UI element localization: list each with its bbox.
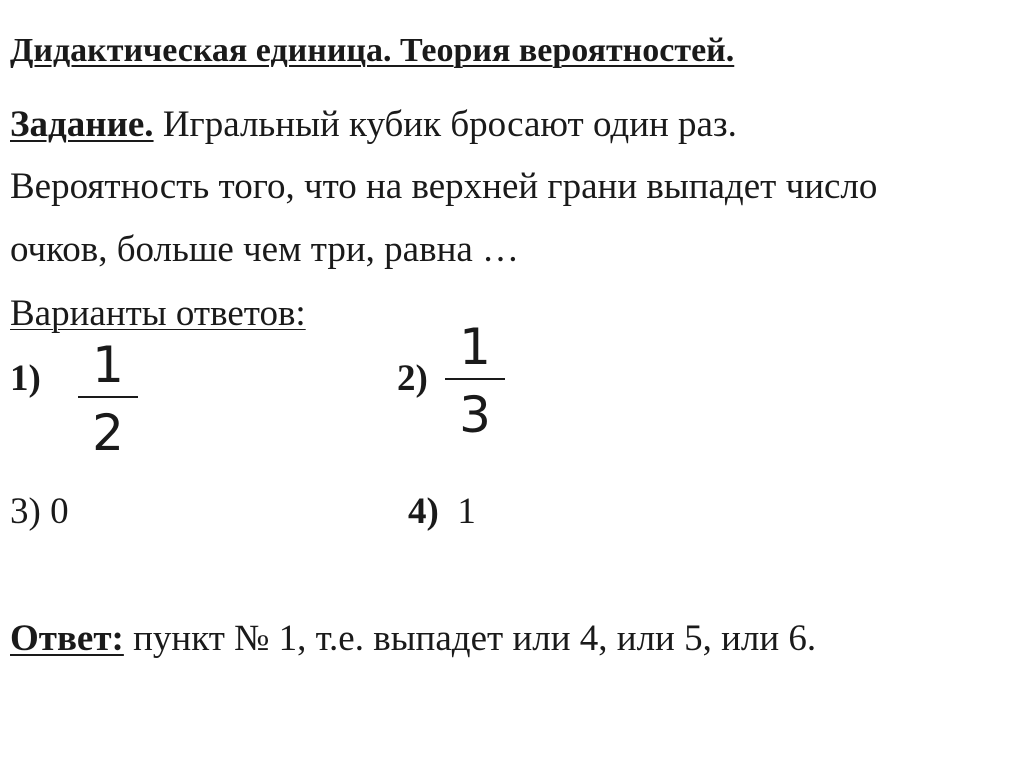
option-1-denominator: 2 (92, 404, 124, 462)
slide-heading: Дидактическая единица. Теория вероятностей. (10, 32, 735, 69)
task-label: Задание. (10, 104, 154, 145)
fraction-bar (78, 396, 138, 398)
option-2-number: 2) (397, 358, 428, 399)
answer-line (10, 617, 816, 660)
task-line-3: очков, больше чем три, равна … (10, 229, 520, 270)
option-1-fraction (78, 336, 138, 462)
answer-label: Ответ: (10, 618, 124, 659)
task-line-1 (10, 103, 737, 146)
task-text-1: Игральный кубик бросают один раз. (153, 104, 737, 145)
option-4 (408, 490, 476, 533)
option-2-numerator: 1 (459, 318, 491, 376)
task-line-2: Вероятность того, что на верхней грани выпадет число (10, 166, 878, 207)
option-1-number: 1) (10, 358, 41, 399)
option-2-denominator: 3 (459, 386, 491, 444)
option-1-numerator: 1 (92, 336, 124, 394)
option-4-value: 1 (457, 491, 476, 532)
answer-text: пункт № 1, т.е. выпадет или 4, или 5, или 6. (123, 618, 817, 659)
options-heading: Варианты ответов: (10, 293, 306, 334)
option-2-fraction (445, 318, 505, 444)
option-3-number: 3) (10, 491, 41, 532)
fraction-bar (445, 378, 505, 380)
option-4-number: 4) (408, 491, 439, 532)
option-3-value: 0 (50, 491, 69, 532)
option-3 (10, 490, 69, 533)
